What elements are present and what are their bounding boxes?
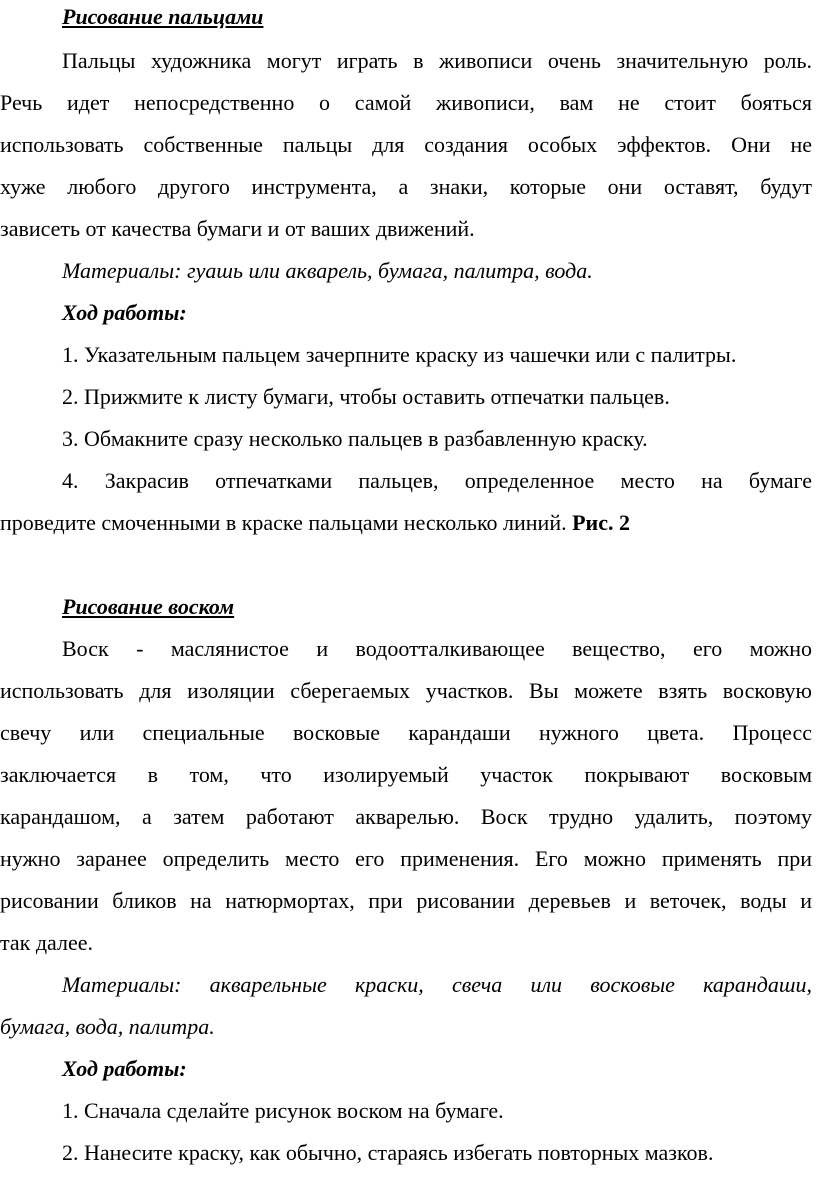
- paragraph-line: свечу или специальные восковые карандаши нужного цвета. Процесс: [0, 720, 812, 745]
- materials-text: бумага, вода, палитра.: [0, 1014, 215, 1039]
- paragraph-line: рисовании бликов на натюрмортах, при рисовании деревьев и веточек, воды и: [0, 888, 812, 913]
- procedure-label: Ход работы:: [62, 1056, 187, 1081]
- paragraph-line: так далее.: [0, 930, 93, 955]
- figure-reference: Рис. 2: [572, 510, 630, 535]
- paragraph-line: нужно заранее определить место его применения. Его можно применять при: [0, 846, 812, 871]
- step-item: 1. Указательным пальцем зачерпните краску из чашечки или с палитры.: [62, 342, 737, 367]
- step-item: 1. Сначала сделайте рисунок воском на бумаге.: [62, 1098, 504, 1123]
- procedure-label: Ход работы:: [62, 300, 187, 325]
- step-item: 2. Прижмите к листу бумаги, чтобы оставить отпечатки пальцев.: [62, 384, 670, 409]
- section-heading-wax-drawing: Рисование воском: [62, 594, 235, 619]
- materials-text: Материалы: акварельные краски, свеча или восковые карандаши,: [62, 972, 812, 997]
- step-item: 3. Обмакните сразу несколько пальцев в разбавленную краску.: [62, 426, 648, 451]
- paragraph-line: зависеть от качества бумаги и от ваших движений.: [0, 216, 475, 241]
- section-heading-finger-painting: Рисование пальцами: [62, 4, 264, 29]
- step-item: 4. Закрасив отпечатками пальцев, определенное место на бумаге: [62, 468, 812, 493]
- paragraph-line: использовать для изоляции сберегаемых участков. Вы можете взять восковую: [0, 678, 812, 703]
- paragraph-line: использовать собственные пальцы для создания особых эффектов. Они не: [0, 132, 812, 157]
- paragraph-line: карандашом, а затем работают акварелью. Воск трудно удалить, поэтому: [0, 804, 812, 829]
- paragraph-line: Речь идет непосредственно о самой живописи, вам не стоит бояться: [0, 90, 812, 115]
- step-item: 2. Нанесите краску, как обычно, стараясь избегать повторных мазков.: [62, 1140, 714, 1165]
- paragraph-line: хуже любого другого инструмента, а знаки, которые они оставят, будут: [0, 174, 812, 199]
- paragraph-line: Воск - маслянистое и водоотталкивающее вещество, его можно: [62, 636, 812, 661]
- step-continuation-text: проведите смоченными в краске пальцами несколько линий.: [0, 510, 567, 535]
- paragraph-line: Пальцы художника могут играть в живописи очень значительную роль.: [62, 48, 812, 73]
- materials-text: Материалы: гуашь или акварель, бумага, палитра, вода.: [62, 258, 593, 283]
- paragraph-line: заключается в том, что изолируемый участок покрывают восковым: [0, 762, 812, 787]
- step-continuation: [0, 508, 812, 538]
